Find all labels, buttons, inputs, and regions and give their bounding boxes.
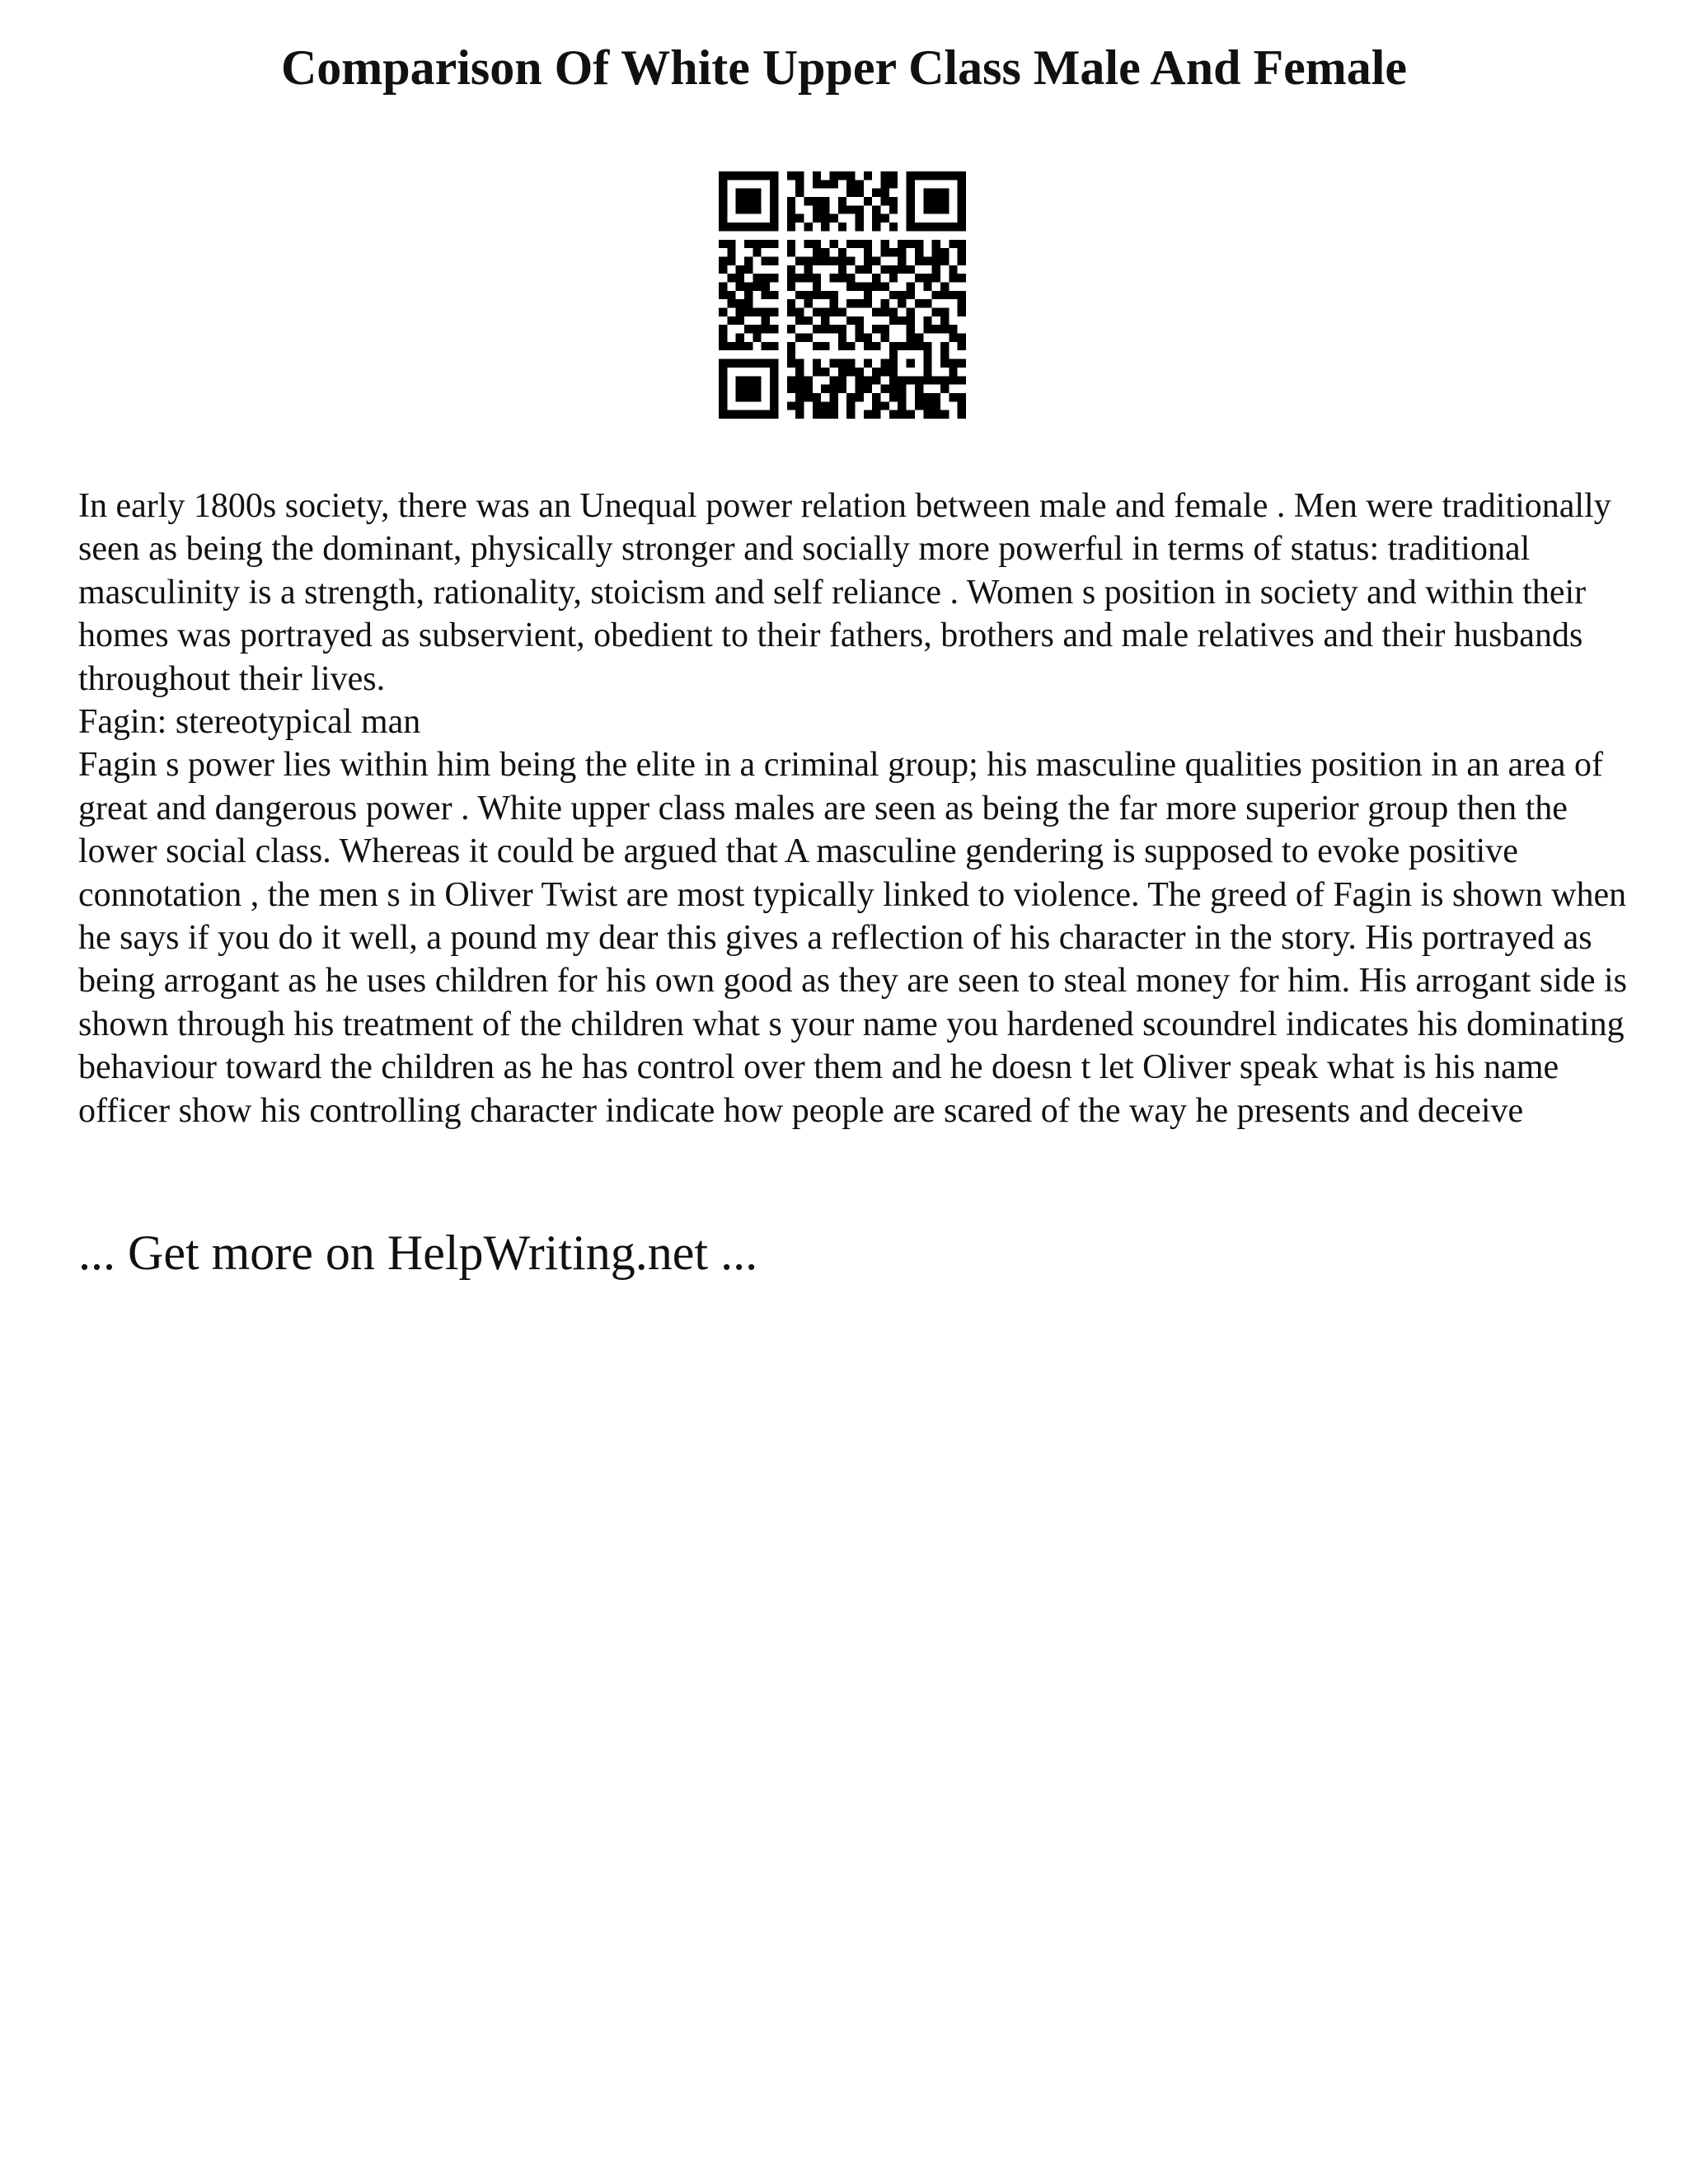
qr-code-icon bbox=[719, 171, 966, 419]
fagin-paragraph: Fagin s power lies within him being the elite in a criminal group; his masculine qualities position in an area of great and dangerous power . White upper class males are seen as being the far more superior group then the lower social class. Whereas it could be argued that A masculine gendering is supposed to evoke positive connotation , the men s in Oliver Twist are most typically linked to violence. The greed of Fagin is shown when he says if you do it well, a pound my dear this gives a reflection of his character in the story. His portrayed as being arrogant as he uses children for his own good as they are seen to steal money for him. His arrogant side is shown through his treatment of the children what s your name you hardened scoundrel indicates his dominating behaviour toward the children as he has control over them and he doesn t let Oliver speak what is his name officer show his controlling character indicate how people are scared of the way he presents and deceive bbox=[78, 746, 1628, 1130]
get-more-link[interactable]: ... Get more on HelpWriting.net ... bbox=[78, 1226, 758, 1280]
section-heading: Fagin: stereotypical man bbox=[78, 703, 421, 742]
document-body bbox=[78, 485, 1628, 1132]
document-title: Comparison Of White Upper Class Male And Female bbox=[280, 40, 1408, 95]
intro-paragraph: In early 1800s society, there was an Unequal power relation between male and female . Men were traditionally seen as being the dominant, physically stronger and socially more powerful in terms of status: traditional masculinity is a strength, rationality, stoicism and self reliance . Women s position in society and within their homes was portrayed as subservient, obedient to their fathers, brothers and male relatives and their husbands throughout their lives. bbox=[78, 487, 1611, 698]
